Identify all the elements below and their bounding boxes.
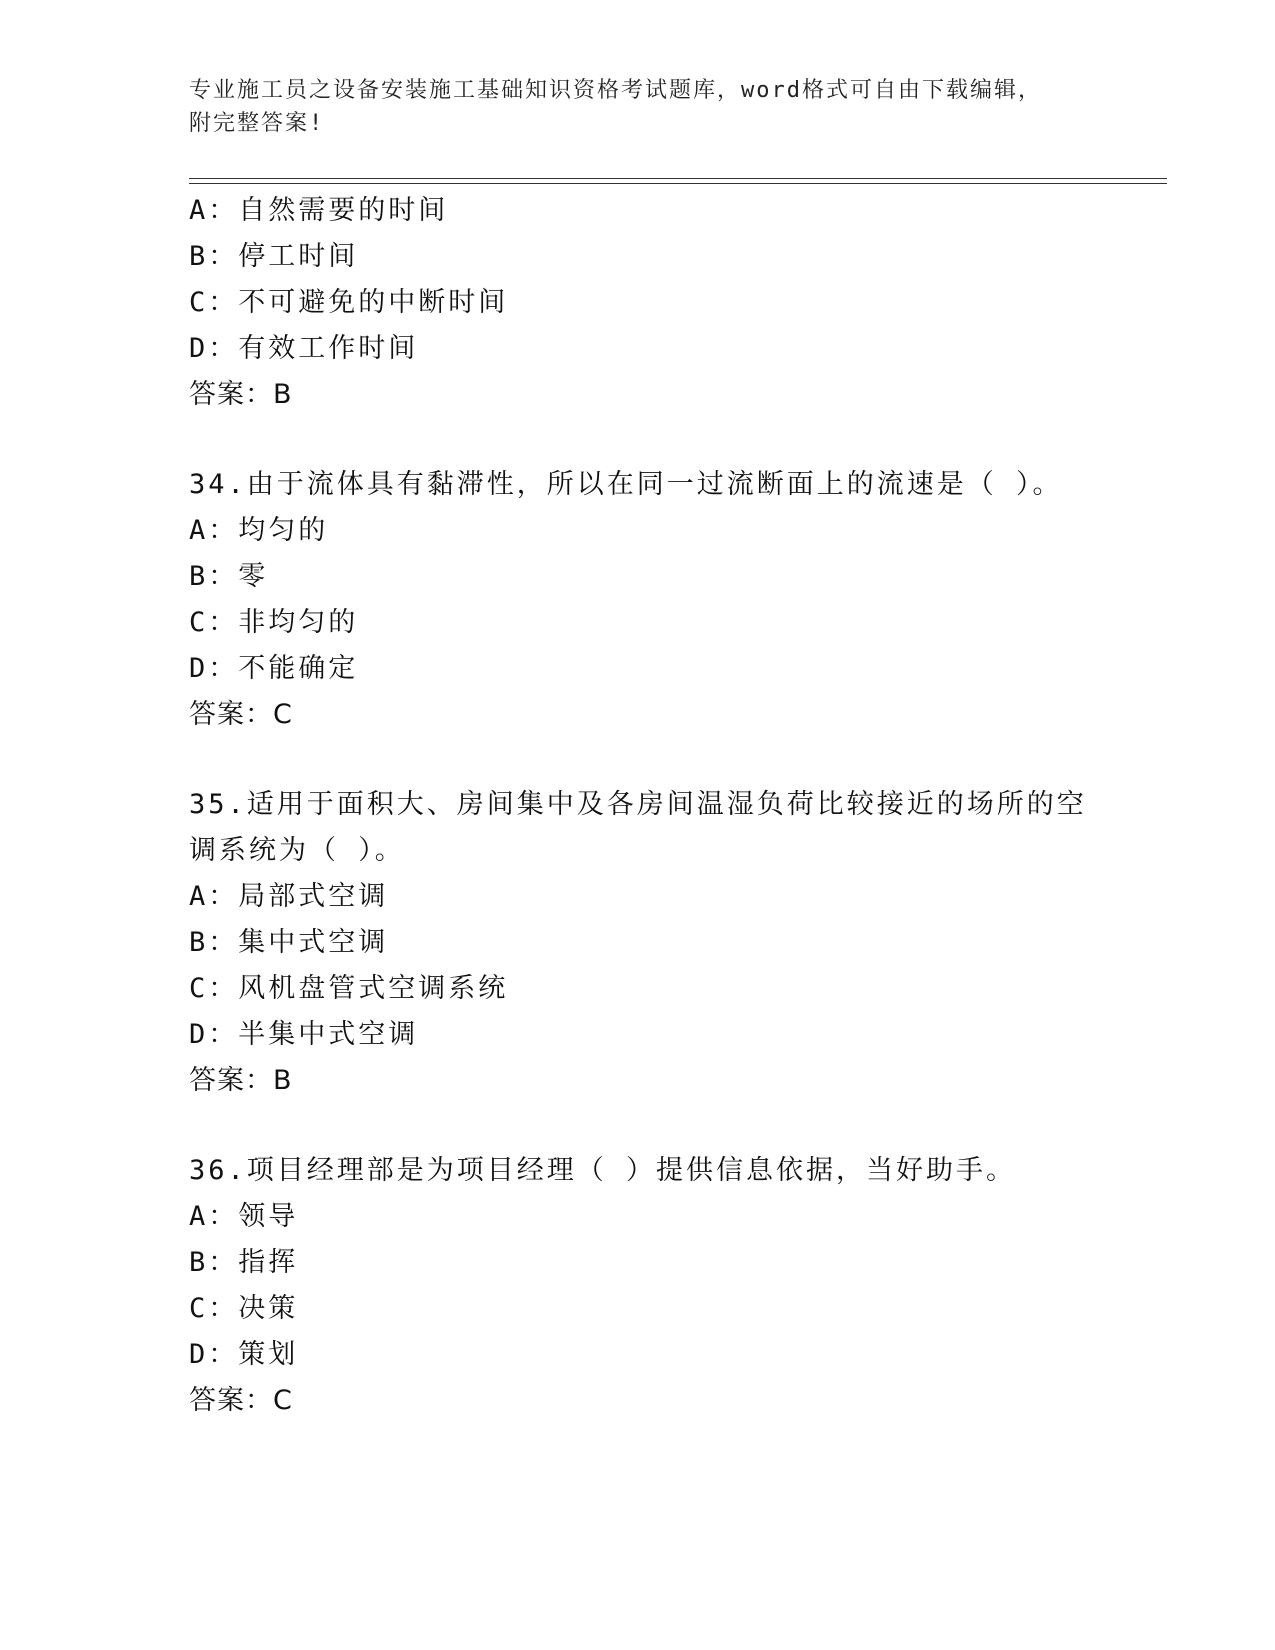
answer-line: 答案：B: [189, 379, 293, 410]
option-a: A：自然需要的时间: [189, 195, 449, 226]
header-line-1: 专业施工员之设备安装施工基础知识资格考试题库，word格式可自由下载编辑，: [189, 78, 1042, 103]
question-stem: 35.适用于面积大、房间集中及各房间温湿负荷比较接近的场所的空调系统为（ ）。: [189, 789, 1087, 866]
option-b: B：指挥: [189, 1247, 299, 1278]
option-d: D：不能确定: [189, 653, 359, 684]
option-b: B：零: [189, 561, 269, 592]
option-c: C：不可避免的中断时间: [189, 287, 509, 318]
header-line-2: 附完整答案!: [189, 111, 325, 136]
option-b: B：集中式空调: [189, 927, 389, 958]
question-34: [189, 462, 1169, 738]
option-d: D：半集中式空调: [189, 1019, 419, 1050]
answer-line: 答案：C: [189, 1385, 293, 1416]
option-c: C：风机盘管式空调系统: [189, 973, 509, 1004]
option-c: C：决策: [189, 1293, 299, 1324]
option-a: A：领导: [189, 1201, 299, 1232]
option-d: D：有效工作时间: [189, 333, 419, 364]
document-body: [189, 188, 1169, 1424]
option-c: C：非均匀的: [189, 607, 359, 638]
option-a: A：均匀的: [189, 515, 329, 546]
document-header: [189, 74, 1089, 140]
option-b: B：停工时间: [189, 241, 359, 272]
answer-line: 答案：B: [189, 1065, 293, 1096]
option-a: A：局部式空调: [189, 881, 389, 912]
option-d: D：策划: [189, 1339, 299, 1370]
question-35: [189, 782, 1169, 1104]
question-36: [189, 1148, 1169, 1424]
answer-line: 答案：C: [189, 699, 293, 730]
question-33-partial: [189, 188, 1169, 418]
header-double-rule: [189, 178, 1167, 184]
question-stem: 36.项目经理部是为项目经理（ ）提供信息依据，当好助手。: [189, 1155, 1017, 1186]
question-stem: 34.由于流体具有黏滞性，所以在同一过流断面上的流速是（ ）。: [189, 469, 1063, 500]
